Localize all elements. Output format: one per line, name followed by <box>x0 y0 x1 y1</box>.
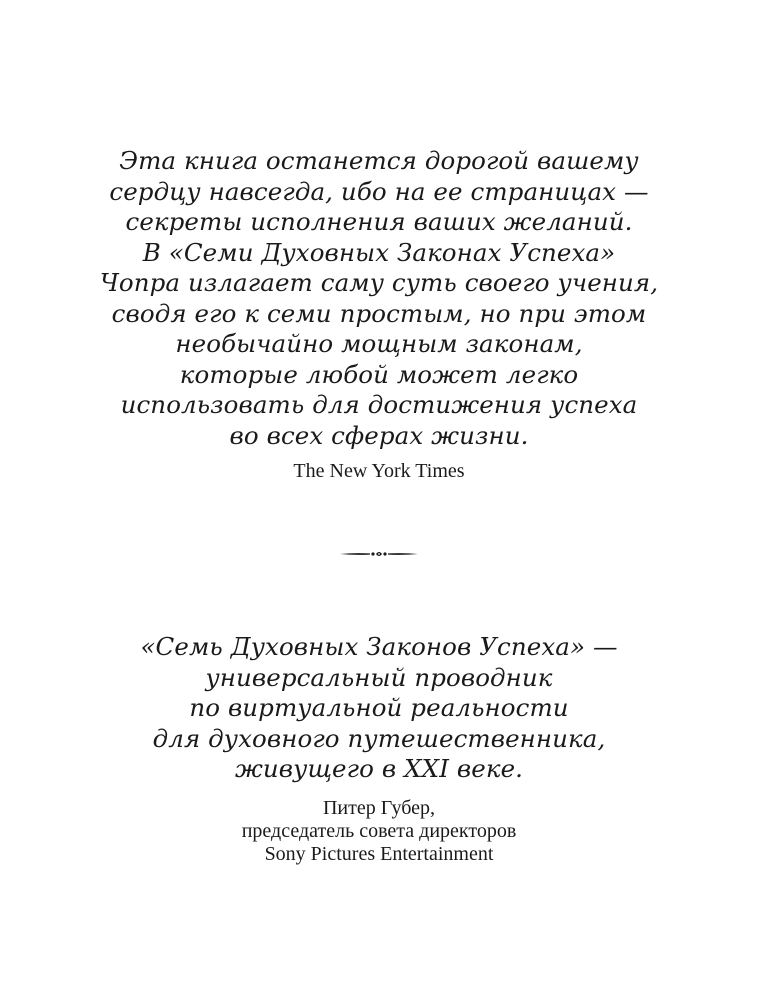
quote-line: Эта книга останется дорогой вашему <box>119 146 639 175</box>
quote-line: которые любой может легко <box>179 359 579 389</box>
quote-line: «Семь Духовных Законов Успеха» — <box>140 632 618 661</box>
quote-second-attribution <box>0 797 758 866</box>
quote-line: для духовного путешественника, <box>152 723 606 753</box>
quote-second <box>0 632 758 785</box>
quote-first <box>0 146 758 451</box>
attribution-line: The New York Times <box>293 460 465 482</box>
quote-line: использовать для достижения успеха <box>120 390 638 419</box>
quote-line: живущего в XXI веке. <box>234 754 524 783</box>
quote-first-attribution <box>0 460 758 483</box>
quote-line: сердцу навсегда, ибо на ее страницах — <box>109 176 649 206</box>
quote-line: необычайно мощным законам, <box>175 329 583 358</box>
quote-line: универсальный проводник <box>205 662 553 692</box>
quote-line: во всех сферах жизни. <box>229 420 529 450</box>
quote-line: Чопра излагает саму суть своего учения, <box>99 268 659 297</box>
quote-line: по виртуальной реальности <box>189 693 569 722</box>
attribution-line: Питер Губер, <box>322 797 436 819</box>
attribution-line: Sony Pictures Entertainment <box>264 843 494 865</box>
decorative-divider-icon <box>340 549 418 559</box>
quote-line: секреты исполнения ваших желаний. <box>125 207 633 236</box>
quote-line: сводя его к семи простым, но при этом <box>111 298 647 328</box>
quote-line: В «Семи Духовных Законах Успеха» <box>142 237 616 267</box>
attribution-line: председатель совета директоров <box>241 820 517 842</box>
